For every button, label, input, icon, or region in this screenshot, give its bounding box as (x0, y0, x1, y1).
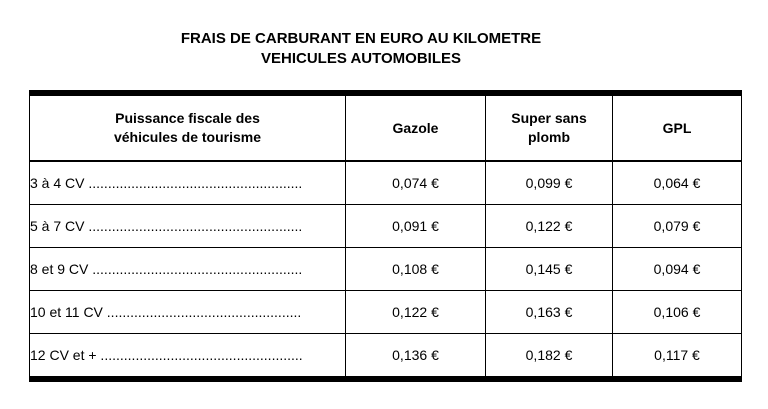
cell-diesel: 0,122 € (346, 291, 486, 334)
cell-lpg: 0,064 € (613, 161, 742, 205)
table-row (30, 291, 742, 334)
table-row (30, 205, 742, 248)
table-row (30, 161, 742, 205)
cell-lpg: 0,094 € (613, 248, 742, 291)
row-label: 5 à 7 CV ....................................................... (30, 205, 346, 248)
cell-unleaded: 0,099 € (486, 161, 613, 205)
cell-diesel: 0,136 € (346, 334, 486, 380)
table-header-row (30, 93, 742, 161)
header-lpg: GPL (613, 93, 742, 161)
cell-unleaded: 0,145 € (486, 248, 613, 291)
cell-lpg: 0,117 € (613, 334, 742, 380)
fuel-cost-table (29, 90, 742, 382)
title-line-1: FRAIS DE CARBURANT EN EURO AU KILOMETRE (180, 30, 542, 47)
header-diesel: Gazole (346, 93, 486, 161)
cell-unleaded: 0,182 € (486, 334, 613, 380)
row-label: 3 à 4 CV ....................................................... (30, 161, 346, 205)
table-row (30, 334, 742, 380)
cell-unleaded: 0,163 € (486, 291, 613, 334)
document-title (0, 29, 722, 69)
row-label: 12 CV et + .................................................... (30, 334, 346, 380)
cell-diesel: 0,091 € (346, 205, 486, 248)
row-label: 8 et 9 CV ...................................................... (30, 248, 346, 291)
title-line-2: VEHICULES AUTOMOBILES (260, 50, 462, 67)
cell-unleaded: 0,122 € (486, 205, 613, 248)
cell-diesel: 0,074 € (346, 161, 486, 205)
header-unleaded: Super sans plomb (486, 93, 613, 161)
header-fiscal-power: Puissance fiscale des véhicules de tourisme (30, 93, 346, 161)
row-label: 10 et 11 CV .................................................. (30, 291, 346, 334)
cell-lpg: 0,079 € (613, 205, 742, 248)
table-row (30, 248, 742, 291)
cell-lpg: 0,106 € (613, 291, 742, 334)
cell-diesel: 0,108 € (346, 248, 486, 291)
